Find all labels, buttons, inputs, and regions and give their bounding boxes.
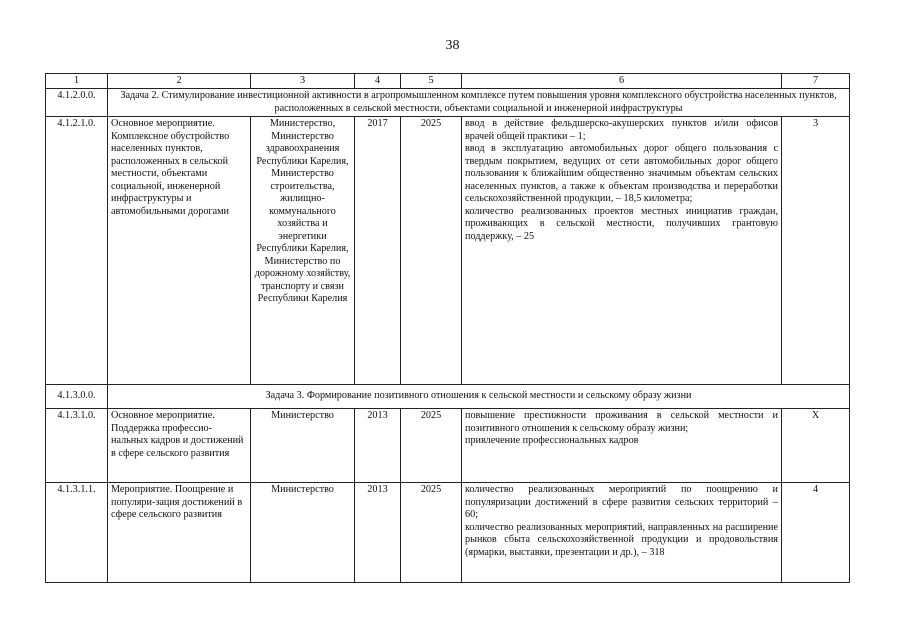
task-title: Задача 3. Формирование позитивного отношения к сельской местности и сельскому образу жизни (108, 385, 850, 409)
header-cell: 3 (251, 74, 355, 89)
page-number: 38 (445, 38, 460, 53)
executor: Министерство (251, 409, 355, 483)
row-code: 4.1.3.1.0. (46, 409, 108, 483)
task-row (46, 89, 850, 117)
activity-name: Основное мероприятие. Комплексное обустройство населенных пунктов, расположенных в сельской местности, объектами социальной, инженерной инфраструктуры и автомобильными дорогами (108, 117, 251, 385)
end-year: 2025 (401, 483, 462, 583)
header-cell: 7 (782, 74, 850, 89)
header-cell: 2 (108, 74, 251, 89)
header-cell: 1 (46, 74, 108, 89)
header-cell: 6 (462, 74, 782, 89)
activity-name: Мероприятие. Поощрение и популяри-зация достижений в сфере сельского развития (108, 483, 251, 583)
table-header-row (46, 74, 850, 89)
row-code: 4.1.2.1.0. (46, 117, 108, 385)
program-table (45, 73, 850, 583)
table-row (46, 409, 850, 483)
row-code: 4.1.2.0.0. (46, 89, 108, 117)
end-year: 2025 (401, 409, 462, 483)
expected-result: количество реализованных мероприятий по поощрению и популяризации достижений в сфере развития сельских территорий – 60; количество реализованных мероприятий, направленных на расширение рынков сбыта сельскохозяйственной продукции и продовольствия (ярмарки, выставки, презентации и др.), – 318 (462, 483, 782, 583)
row-code: 4.1.3.1.1. (46, 483, 108, 583)
executor: Министерство, Министерство здравоохранения Республики Карелия, Министерство строительства, жилищно-коммунального хозяйства и энергетики Республики Карелия, Министерство по дорожному хозяйству, транспорту и связи Республики Карелия (251, 117, 355, 385)
header-cell: 5 (401, 74, 462, 89)
table-row (46, 117, 850, 385)
indicator-ref: X (782, 409, 850, 483)
indicator-ref: 3 (782, 117, 850, 385)
task-title: Задача 2. Стимулирование инвестиционной активности в агропромышленном комплексе путем повышения уровня комплексного обустройства населенных пунктов, расположенных в сельской местности, объектами социальной и инженерной инфраструктуры (108, 89, 850, 117)
expected-result: ввод в действие фельдшерско-акушерских пунктов и/или офисов врачей общей практики – 1; ввод в эксплуатацию автомобильных дорог общего пользования с твердым покрытием, ведущих от сети автомобильных дорог общего пользования к ближайшим общественно значимым объектам сельских населенных пунктов, а также к объектам производства и переработки сельскохозяйственной продукции, – 18,5 километра; количество реализованных проектов местных инициатив граждан, проживающих в сельской местности, получивших грантовую поддержку, – 25 (462, 117, 782, 385)
indicator-ref: 4 (782, 483, 850, 583)
expected-result: повышение престижности проживания в сельской местности и позитивного отношения к сельскому образу жизни; привлечение профессиональных кадров (462, 409, 782, 483)
start-year: 2013 (355, 409, 401, 483)
task-row (46, 385, 850, 409)
executor: Министерство (251, 483, 355, 583)
table-row (46, 483, 850, 583)
end-year: 2025 (401, 117, 462, 385)
start-year: 2017 (355, 117, 401, 385)
row-code: 4.1.3.0.0. (46, 385, 108, 409)
header-cell: 4 (355, 74, 401, 89)
start-year: 2013 (355, 483, 401, 583)
activity-name: Основное мероприятие. Поддержка профессио-нальных кадров и достижений в сфере сельского развития (108, 409, 251, 483)
